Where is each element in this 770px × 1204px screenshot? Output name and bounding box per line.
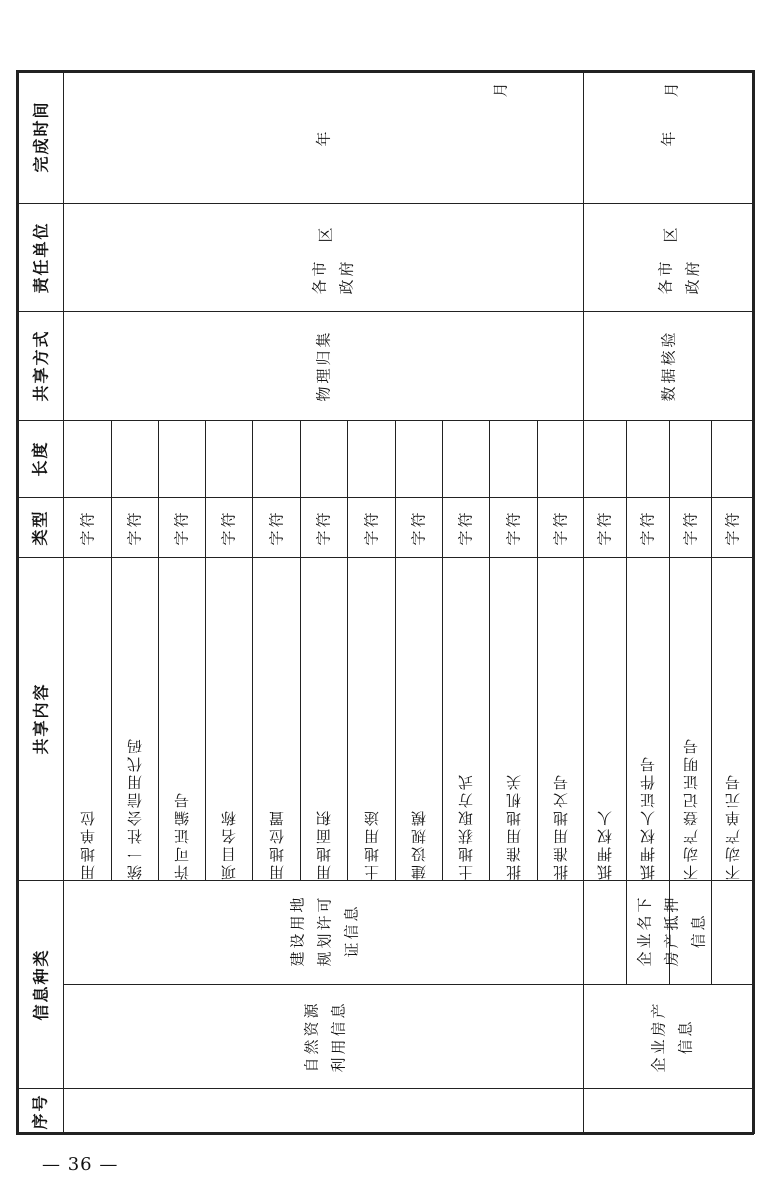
category-sub-line-text: 证信息 <box>342 902 361 958</box>
time-month <box>659 76 684 100</box>
row-content <box>158 557 205 880</box>
row-type <box>442 497 489 557</box>
unit-district <box>659 222 683 244</box>
category-main-line <box>672 976 698 1096</box>
time-month-text: 月 <box>662 78 681 98</box>
category-sub-line <box>284 870 310 990</box>
row-type <box>252 497 300 557</box>
time-month <box>488 76 513 100</box>
header-method <box>16 311 63 420</box>
category-sub-line <box>631 870 657 990</box>
row-content-text: 不动产单元号 <box>724 772 742 880</box>
header-content <box>16 557 63 880</box>
row-type <box>537 497 583 557</box>
row-content-text: 用地面积 <box>315 808 333 880</box>
header-category-text: 信息种类 <box>31 947 51 1021</box>
row-content-text: 用地单位 <box>78 808 97 880</box>
row-type-text: 字符 <box>409 508 428 546</box>
time-month-text: 月 <box>491 78 510 98</box>
section-separator <box>16 1088 754 1089</box>
unit-district-text: 区 <box>316 223 335 243</box>
time-year-text: 年 <box>659 128 678 147</box>
row-type <box>205 497 252 557</box>
time-year-text: 年 <box>314 128 333 147</box>
row-type-text: 字符 <box>172 508 191 546</box>
header-method-text: 共享方式 <box>31 329 51 402</box>
section-separator <box>16 420 754 421</box>
category-sub-line <box>685 870 711 990</box>
row-type <box>669 497 711 557</box>
row-type-text: 字符 <box>314 508 333 546</box>
method <box>63 311 583 420</box>
row-type-text: 字符 <box>362 508 381 546</box>
row-content-text: 批准用地机关 <box>504 772 523 880</box>
header-seq-text: 序号 <box>30 1092 50 1130</box>
row-content-text: 用地位置 <box>267 808 286 880</box>
row-type-text: 字符 <box>504 508 523 546</box>
row-content <box>711 557 754 880</box>
category-sub-line-text: 建设用地 <box>288 893 307 967</box>
row-content <box>583 557 626 880</box>
header-time <box>16 70 63 203</box>
row-type <box>583 497 626 557</box>
row-content-text: 抵押权人证件号 <box>639 754 657 880</box>
row-content <box>347 557 395 880</box>
page-number: — 36 — <box>42 1154 119 1175</box>
row-type-text: 字符 <box>723 508 742 546</box>
row-content-text: 抵押权人 <box>596 808 614 880</box>
category-sub-line <box>658 870 684 990</box>
row-content <box>489 557 537 880</box>
row-content <box>537 557 583 880</box>
row-content-text: 建设规模 <box>410 808 428 880</box>
header-unit-text: 责任单位 <box>31 220 51 294</box>
section-separator <box>16 203 754 204</box>
row-type <box>395 497 442 557</box>
header-seq <box>16 1088 63 1134</box>
row-type-text: 字符 <box>78 508 97 546</box>
category-main-line-text: 利用信息 <box>329 999 348 1073</box>
row-content-text: 土地获取方式 <box>457 772 475 880</box>
row-type <box>158 497 205 557</box>
category-main-line-text: 企业房产 <box>649 999 668 1073</box>
category-main-line <box>298 976 324 1096</box>
unit-line-text: 政府 <box>337 257 356 295</box>
unit-line-text: 政府 <box>683 257 702 295</box>
row-type <box>300 497 347 557</box>
time-year <box>311 125 335 150</box>
unit-district-text: 区 <box>661 223 680 243</box>
row-type <box>111 497 158 557</box>
row-type-text: 字符 <box>638 508 657 546</box>
row-type <box>347 497 395 557</box>
row-type-text: 字符 <box>456 508 475 546</box>
header-time-text: 完成时间 <box>31 100 51 173</box>
category-main-line-text: 信息 <box>676 1017 695 1055</box>
row-type-text: 字符 <box>267 508 286 546</box>
category-sub-line <box>311 870 337 990</box>
category-sub-line-text: 企业名下 <box>635 893 654 967</box>
row-content-text: 土地用途 <box>362 808 381 880</box>
row-content-text: 批准用地文号 <box>551 772 570 880</box>
method-text: 物理归集 <box>314 329 333 402</box>
category-sub-line-text: 信息 <box>689 911 708 949</box>
header-type <box>16 497 63 557</box>
row-content <box>63 557 111 880</box>
category-main-line <box>645 976 671 1096</box>
row-type-text: 字符 <box>551 508 570 546</box>
header-length-text: 长度 <box>30 440 50 477</box>
header-unit <box>16 203 63 311</box>
row-type <box>489 497 537 557</box>
table-border-top <box>16 70 754 73</box>
header-category <box>16 880 63 1088</box>
category-main-line <box>325 976 351 1096</box>
row-content <box>669 557 711 880</box>
unit-district <box>313 222 337 244</box>
row-content <box>111 557 158 880</box>
category-sub-line-text: 规划许可 <box>315 893 334 967</box>
category-sub-line-text: 房产抵押 <box>662 893 681 967</box>
unit-line-text: 各市 <box>310 257 329 295</box>
row-content-text: 统一社会信用代码 <box>126 736 144 880</box>
category-main-line-text: 自然资源 <box>302 999 321 1073</box>
row-content <box>395 557 442 880</box>
row-content <box>252 557 300 880</box>
row-type <box>711 497 754 557</box>
row-content-text: 许可证编号 <box>173 790 191 880</box>
row-type-text: 字符 <box>125 508 144 546</box>
row-content <box>205 557 252 880</box>
header-length <box>16 420 63 497</box>
table-border-bottom <box>16 1132 754 1135</box>
row-type-text: 字符 <box>681 508 700 546</box>
category-sub-line <box>338 870 364 990</box>
row-content <box>626 557 669 880</box>
header-type-text: 类型 <box>30 508 50 546</box>
row-content-text: 不动产登记证明号 <box>681 736 700 880</box>
row-type-text: 字符 <box>219 508 238 546</box>
method-text: 数据核验 <box>659 329 678 402</box>
row-content-text: 项目名称 <box>220 808 238 880</box>
unit-line-text: 各市 <box>656 257 675 295</box>
row-type <box>626 497 669 557</box>
row-type-text: 字符 <box>595 508 614 546</box>
row-content <box>442 557 489 880</box>
row-content <box>300 557 347 880</box>
method <box>583 311 754 420</box>
header-content-text: 共享内容 <box>31 682 51 755</box>
row-type <box>63 497 111 557</box>
time-year <box>657 125 681 150</box>
